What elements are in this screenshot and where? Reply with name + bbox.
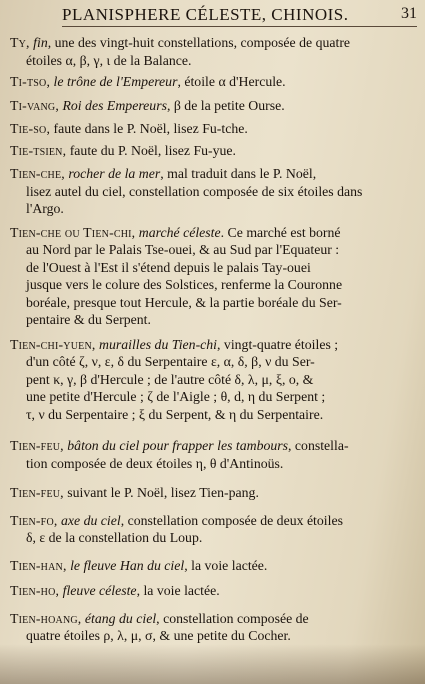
entry-text: , une des vingt-huit constellations, composée de quatre bbox=[47, 35, 351, 50]
glossary-entry bbox=[10, 120, 417, 138]
entry-text: de l'Ouest à l'Est il s'étend depuis le palais Tay-ouei bbox=[26, 259, 311, 275]
entry-text: jusque vers le colure des Solstices, renferme la Couronne bbox=[26, 277, 343, 292]
entry-headline bbox=[10, 34, 417, 52]
entry-text: , la voie lactée. bbox=[136, 583, 220, 598]
entry-continuation bbox=[10, 455, 417, 473]
entry-text: , étoile α d'Hercule. bbox=[177, 74, 286, 89]
glossary-entry bbox=[10, 165, 417, 218]
entry-term: Tien-hoang, bbox=[10, 610, 82, 626]
entry-continuation bbox=[10, 371, 417, 389]
entry-headline bbox=[10, 73, 417, 91]
entry-term: Tien-han, bbox=[10, 557, 67, 573]
entry-headline bbox=[10, 610, 417, 628]
entry-headline bbox=[10, 437, 417, 455]
glossary-entry bbox=[10, 610, 417, 645]
entry-continuation bbox=[10, 241, 417, 259]
entry-gloss: murailles du Tien-chi bbox=[98, 336, 218, 352]
entry-term: Tien-chi-yuen, bbox=[10, 336, 96, 352]
entry-gloss: axe du ciel bbox=[60, 512, 121, 528]
entry-term: Tien-ho, bbox=[10, 583, 60, 598]
page-header bbox=[62, 2, 417, 27]
entry-term: Tien-fo, bbox=[10, 512, 58, 528]
entry-text: une petite d'Hercule ; ζ de l'Aigle ; θ, d, η du Serpent ; bbox=[26, 389, 326, 404]
entry-text: quatre étoiles ρ, λ, μ, σ, & une petite du Cocher. bbox=[26, 628, 291, 643]
entry-text: pentaire & du Serpent. bbox=[26, 312, 151, 327]
entry-text: , constellation composée de deux étoiles bbox=[120, 512, 343, 528]
glossary-entries bbox=[10, 28, 417, 645]
glossary-entry bbox=[10, 557, 417, 575]
entry-term: Tien-feu, bbox=[10, 438, 64, 453]
entry-continuation bbox=[10, 276, 417, 294]
entry-text: τ, ν du Serpentaire ; ξ du Serpent, & η du Serpentaire. bbox=[26, 406, 324, 422]
entry-text: δ, ε de la constellation du Loup. bbox=[26, 530, 203, 545]
entry-gloss: étang du ciel bbox=[84, 610, 157, 626]
entry-term: Tien-che ou Tien-chi, bbox=[10, 224, 136, 240]
glossary-entry bbox=[10, 142, 417, 160]
entry-headline bbox=[10, 512, 417, 530]
entry-gloss: fin bbox=[33, 35, 48, 50]
page-number: 31 bbox=[401, 5, 417, 22]
glossary-entry bbox=[10, 582, 417, 600]
entry-headline bbox=[10, 224, 417, 242]
entry-term: Tie-tsien, bbox=[10, 142, 67, 158]
entry-headline bbox=[10, 97, 417, 115]
entry-text: étoiles α, β, γ, ι de la Balance. bbox=[26, 52, 192, 68]
entry-headline bbox=[10, 484, 417, 502]
glossary-entry bbox=[10, 484, 417, 502]
entry-gloss: marché céleste bbox=[138, 224, 221, 240]
entry-continuation bbox=[10, 406, 417, 424]
entry-continuation bbox=[10, 200, 417, 218]
entry-headline bbox=[10, 336, 417, 354]
glossary-entry bbox=[10, 336, 417, 424]
entry-text: faute dans le P. Noël, lisez Fu-tche. bbox=[53, 121, 248, 136]
entry-headline bbox=[10, 120, 417, 138]
entry-term: Tie-so, bbox=[10, 121, 51, 136]
entry-text: , mal traduit dans le P. Noël, bbox=[160, 166, 317, 181]
entry-text: d'un côté ζ, ν, ε, δ du Serpentaire ε, α, δ, β, ν du Ser- bbox=[26, 354, 315, 369]
entry-text: boréale, presque tout Hercule, & la partie boréale du Ser- bbox=[26, 294, 342, 310]
entry-text: l'Argo. bbox=[26, 201, 64, 216]
entry-continuation bbox=[10, 388, 417, 406]
entry-text: pent κ, γ, β d'Hercule ; de l'autre côté δ, λ, μ, ξ, ο, & bbox=[26, 371, 314, 387]
entry-gloss: rocher de la mer bbox=[68, 166, 161, 181]
entry-gloss: fleuve céleste bbox=[62, 583, 137, 598]
entry-gloss: le trône de l'Empereur bbox=[53, 74, 178, 89]
entry-gloss: bâton du ciel pour frapper les tambours bbox=[67, 438, 289, 453]
entry-gloss: Roi des Empereurs bbox=[62, 97, 167, 113]
entry-text: , vingt-quatre étoiles ; bbox=[217, 336, 339, 352]
entry-headline bbox=[10, 165, 417, 183]
running-title: PLANISPHERE CÉLESTE, CHINOIS. bbox=[62, 5, 349, 24]
entry-continuation bbox=[10, 627, 417, 645]
entry-continuation bbox=[10, 311, 417, 329]
entry-continuation bbox=[10, 353, 417, 371]
glossary-entry bbox=[10, 224, 417, 329]
entry-continuation bbox=[10, 183, 417, 201]
entry-text: , constella- bbox=[288, 438, 349, 453]
entry-text: tion composée de deux étoiles η, θ d'Antinoüs. bbox=[26, 455, 284, 471]
glossary-entry bbox=[10, 97, 417, 115]
entry-text: suivant le P. Noël, lisez Tien-pang. bbox=[67, 485, 259, 500]
entry-headline bbox=[10, 142, 417, 160]
entry-text: faute du P. Noël, lisez Fu-yue. bbox=[69, 142, 236, 158]
entry-term: Tien-che, bbox=[10, 166, 65, 181]
entry-text: . Ce marché est borné bbox=[220, 224, 341, 240]
entry-term: Ty, bbox=[10, 35, 30, 50]
entry-headline bbox=[10, 557, 417, 575]
entry-headline bbox=[10, 582, 417, 600]
entry-text: lisez autel du ciel, constellation composée de six étoiles dans bbox=[26, 183, 363, 199]
entry-gloss: le fleuve Han du ciel bbox=[70, 557, 185, 573]
glossary-entry bbox=[10, 34, 417, 69]
entry-text: , la voie lactée. bbox=[184, 557, 268, 573]
entry-continuation bbox=[10, 259, 417, 277]
glossary-entry bbox=[10, 73, 417, 91]
entry-continuation bbox=[10, 294, 417, 312]
page-shadow bbox=[0, 644, 425, 684]
entry-continuation bbox=[10, 52, 417, 70]
glossary-entry bbox=[10, 512, 417, 547]
glossary-entry bbox=[10, 437, 417, 472]
entry-text: , β de la petite Ourse. bbox=[166, 97, 285, 113]
entry-continuation bbox=[10, 529, 417, 547]
entry-term: Ti-tso, bbox=[10, 74, 51, 89]
entry-term: Ti-vang, bbox=[10, 97, 59, 113]
entry-term: Tien-feu, bbox=[10, 485, 64, 500]
entry-text: , constellation composée de bbox=[156, 610, 309, 626]
entry-text: au Nord par le Palais Tse-ouei, & au Sud par l'Equateur : bbox=[26, 242, 340, 257]
